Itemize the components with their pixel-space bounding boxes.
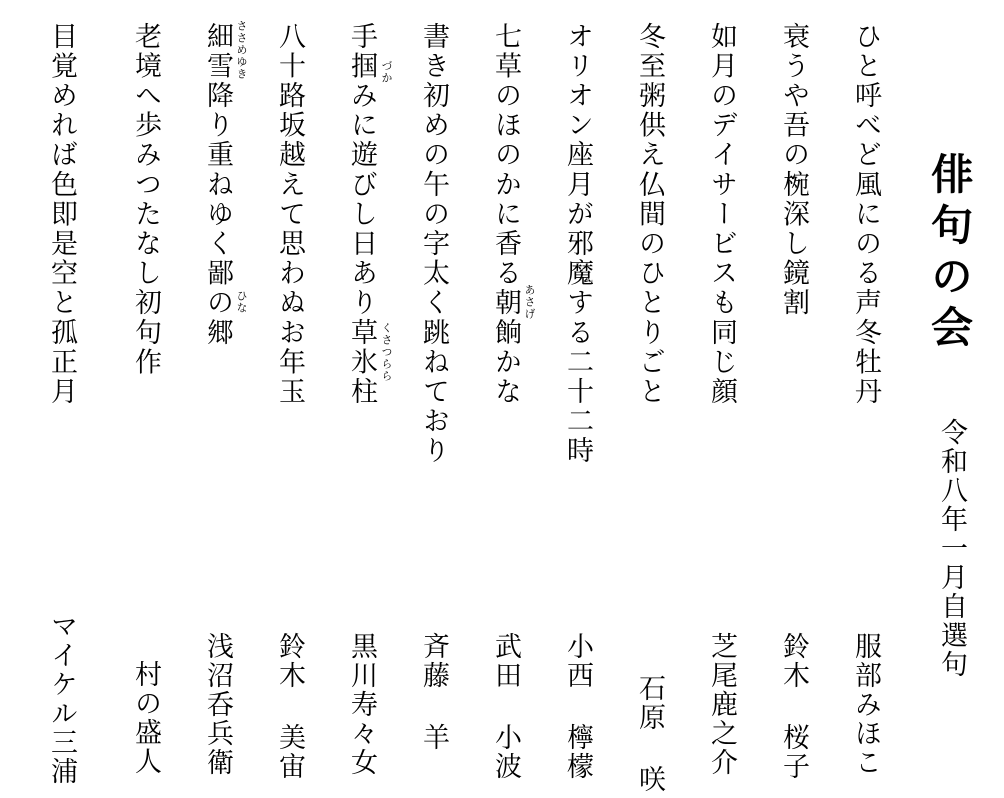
haiku-author: 斉藤 羊 xyxy=(418,632,449,752)
haiku-poem: 八十路坂越えて思わぬお年玉 xyxy=(274,22,305,407)
haiku-author: 石原 咲 xyxy=(634,674,665,794)
ruby-annotation: ひな xyxy=(235,290,248,314)
haiku-author: 小西 檸檬 xyxy=(562,632,593,781)
haiku-author: 服部みほこ xyxy=(850,632,881,777)
ruby-annotation: あさげ xyxy=(523,284,536,320)
ruby-annotation: くさつらら xyxy=(380,322,393,382)
haiku-poem: 目覚めれば色即是空と孤正月 xyxy=(46,22,77,407)
haiku-poem: オリオン座月が邪魔する二十二時 xyxy=(562,22,593,466)
page-title: 俳句の会 xyxy=(925,152,974,356)
haiku-poem: 細雪降り重ねゆく鄙の郷 xyxy=(202,22,233,348)
haiku-poem: 書き初めの午の字太く跳ねており xyxy=(418,22,449,466)
haiku-author: 鈴木 美宙 xyxy=(274,632,305,781)
haiku-author: 芝尾鹿之介 xyxy=(706,632,737,777)
haiku-poem: 老境へ歩みつたなし初句作 xyxy=(130,22,161,378)
haiku-poem: 七草のほのかに香る朝餉かな xyxy=(490,22,521,407)
haiku-author: 武田 小波 xyxy=(490,632,521,781)
haiku-poem: 冬至粥供え仏間のひとりごと xyxy=(634,22,665,407)
haiku-author: 鈴木 桜子 xyxy=(778,632,809,781)
haiku-author: 浅沼呑兵衛 xyxy=(202,632,233,777)
haiku-author: 黒川寿々女 xyxy=(346,632,377,777)
ruby-annotation: ささめゆき xyxy=(235,20,248,80)
haiku-poem: 手掴みに遊びし日あり草氷柱 xyxy=(346,22,377,407)
ruby-annotation: づか xyxy=(380,60,393,84)
page-subtitle: 令和八年一月自選句 xyxy=(936,418,967,679)
haiku-poem: 如月のデイサービスも同じ顔 xyxy=(706,22,737,407)
haiku-author: マイケル三浦 xyxy=(46,612,77,786)
haiku-poem: 衰うや吾の椀深し鏡割 xyxy=(778,22,809,318)
haiku-author: 村の盛人 xyxy=(130,660,161,776)
haiku-poem: ひと呼べど風にのる声冬牡丹 xyxy=(850,22,881,407)
